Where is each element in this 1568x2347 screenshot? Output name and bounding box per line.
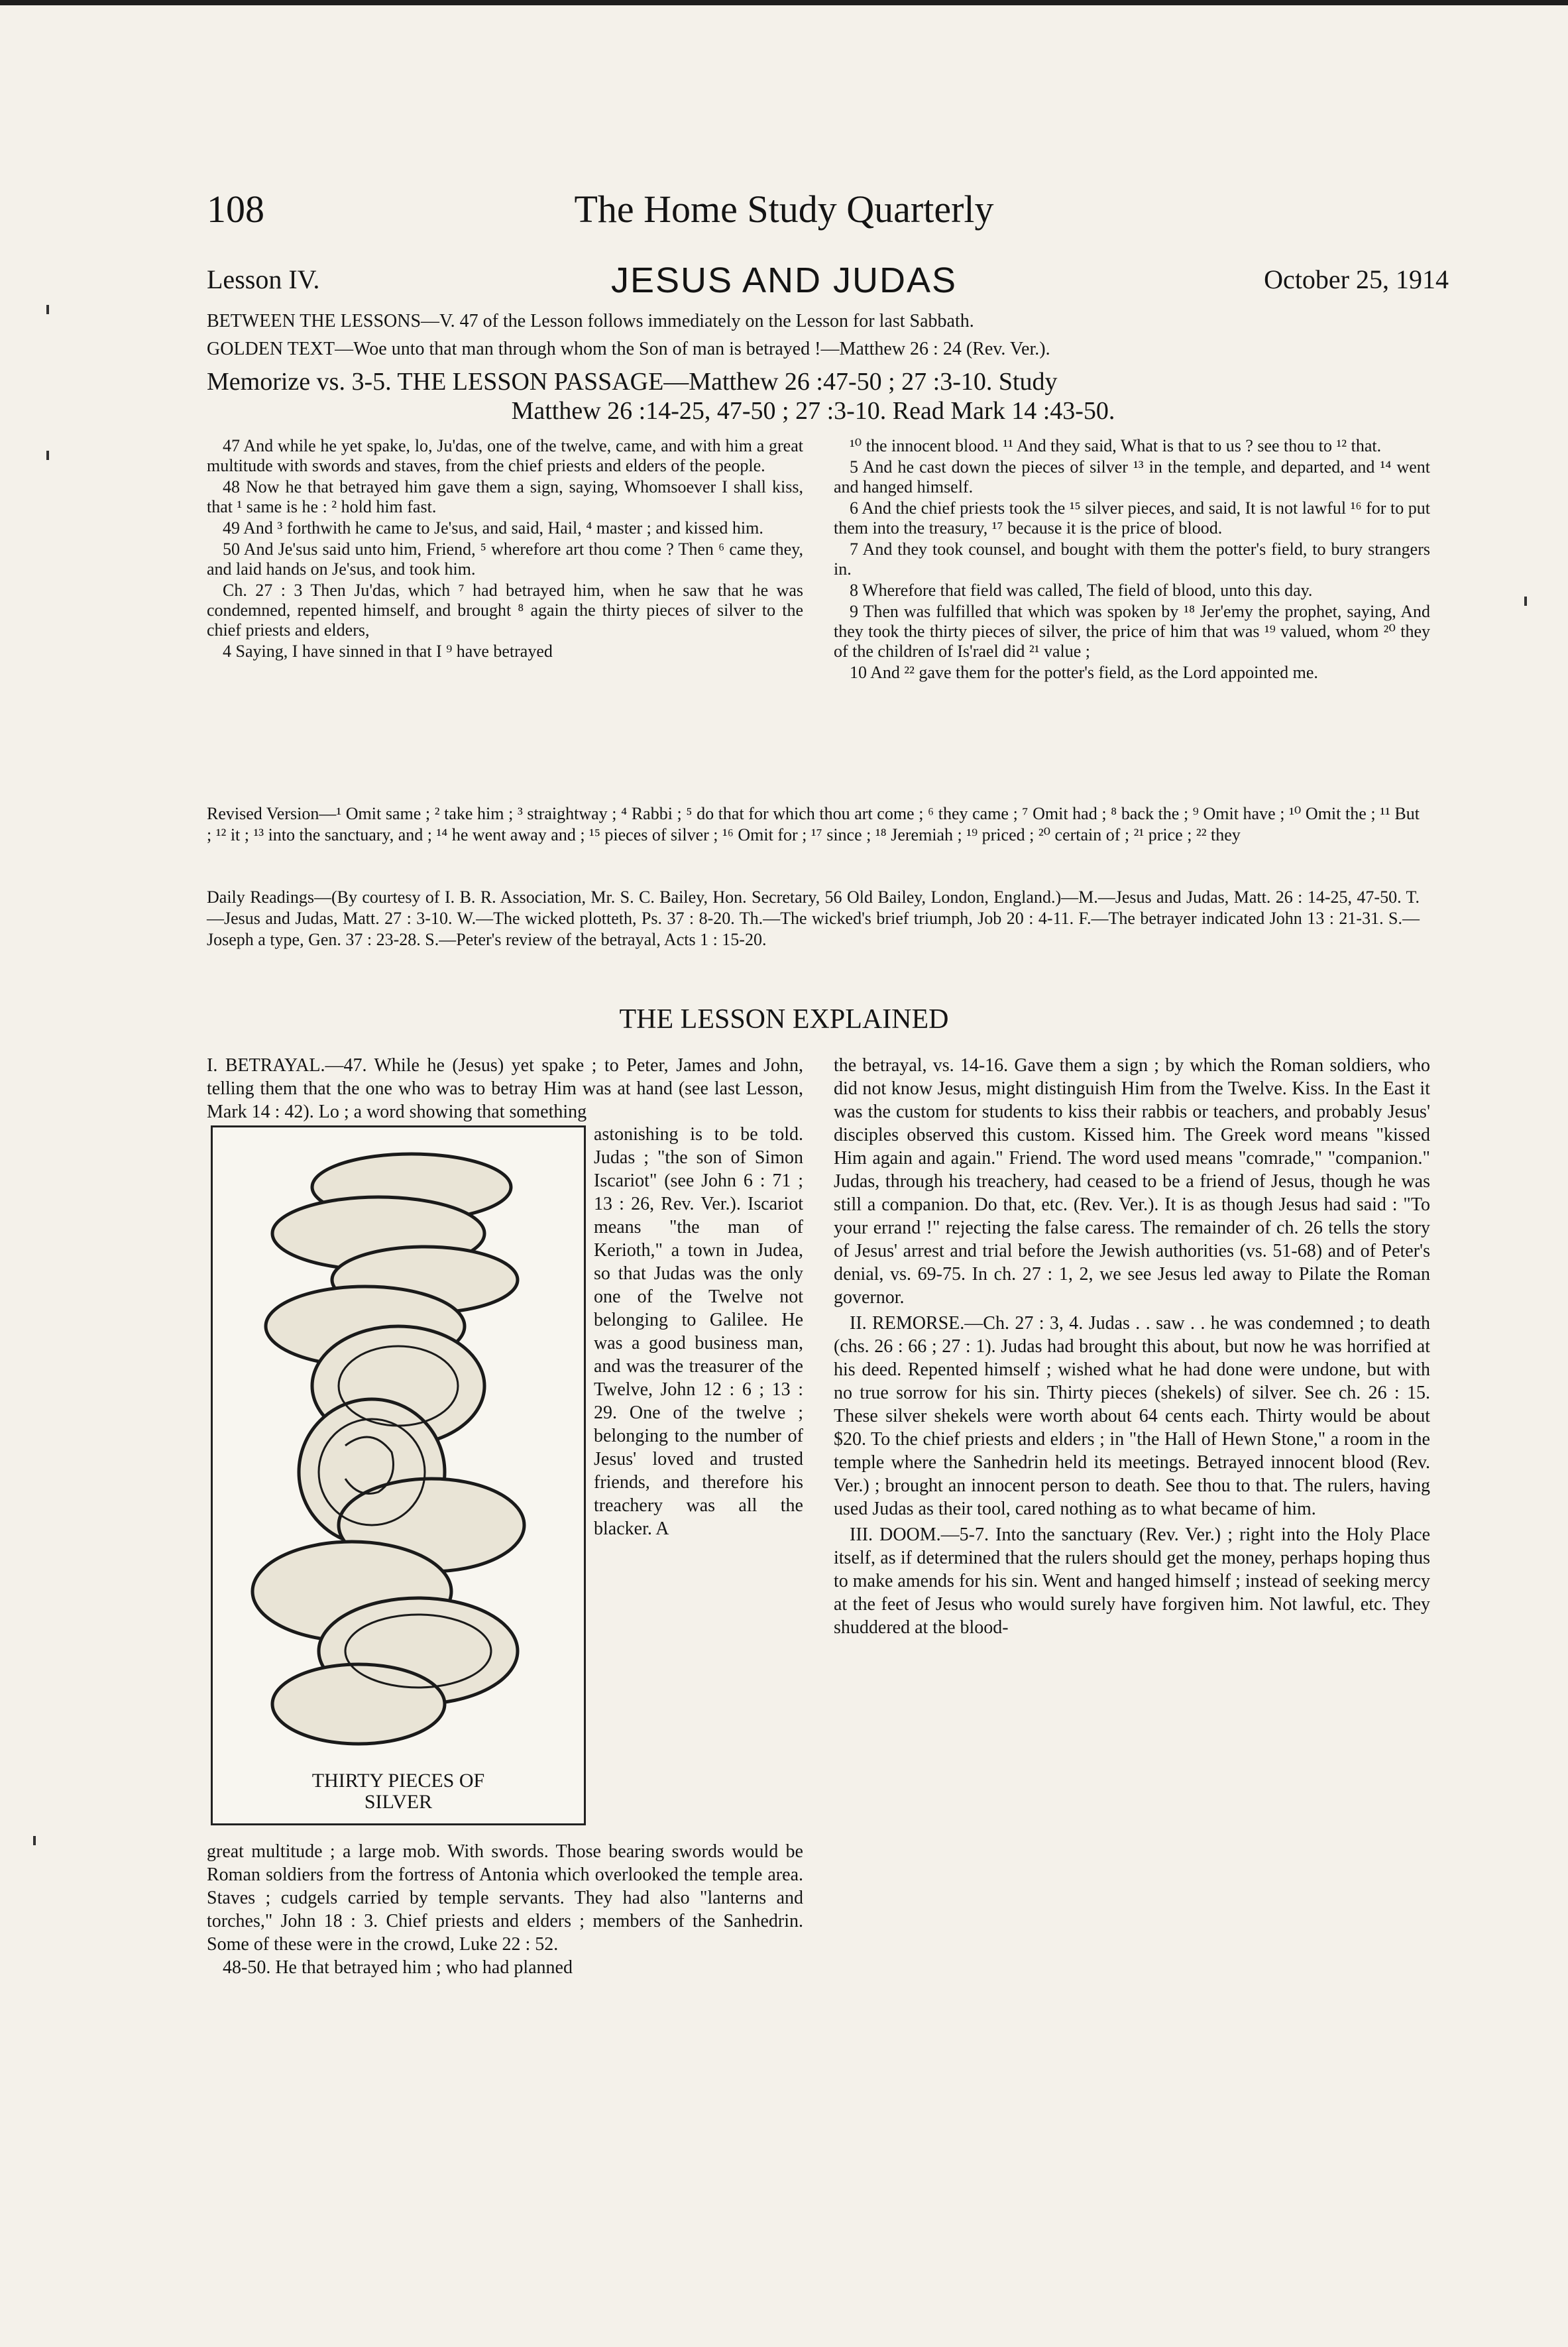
explained-left-top [207, 1054, 803, 1123]
figure-caption-line: SILVER [364, 1791, 433, 1813]
margin-mark [33, 1836, 36, 1845]
explained-left-bottom [207, 1840, 803, 1979]
top-edge-line [0, 0, 1568, 5]
explained-paragraph: 48-50. He that betrayed him ; who had planned [223, 1957, 573, 1978]
passage-verse: 9 Then was fulfilled that which was spoken by ¹⁸ Jer'emy the prophet, saying, And they took the thirty pieces of silver, the price of him that was ¹⁹ valued, whom ²⁰ they of the children of Is'rael did ²¹ value ; [834, 602, 1430, 661]
lesson-passage-left-column [207, 436, 803, 663]
daily-readings: Daily Readings—(By courtesy of I. B. R. Association, Mr. S. C. Bailey, Hon. Secretary, 56 Old Bailey, London, England.)—M.—Jesus and Judas, Matt. 26 : 14-25, 47-50. T.—Jesus and Judas, Matt. 27 : 3-10. W.—The wicked plotteth, Ps. 37 : 8-20. Th.—The wicked's brief triumph, Job 20 : 4-11. F.—The betrayer indicated John 13 : 21-31. S.—Joseph a type, Gen. 37 : 23-28. S.—Peter's review of the betrayal, Acts 1 : 15-20. [207, 887, 1420, 949]
revised-version-notes: Revised Version—¹ Omit same ; ² take him ; ³ straightway ; ⁴ Rabbi ; ⁵ do that for which thou art come ; ⁶ they came ; ⁷ Omit had ; ⁸ back the ; ⁹ Omit have ; ¹⁰ Omit the ; ¹¹ But ; ¹² it ; ¹³ into the sanctuary, and ; ¹⁴ he went away and ; ¹⁵ pieces of silver ; ¹⁶ Omit for ; ¹⁷ since ; ¹⁸ Jeremiah ; ¹⁹ priced ; ²⁰ certain of ; ²¹ price ; ²² they [207, 804, 1420, 844]
margin-mark [46, 305, 49, 314]
memorize-line: Memorize vs. 3-5. THE LESSON PASSAGE—Matthew 26 :47-50 ; 27 :3-10. Study [207, 368, 1058, 396]
lesson-number: Lesson IV. [207, 264, 320, 294]
explained-left-wrap [594, 1123, 803, 1540]
passage-verse: 50 And Je'sus said unto him, Friend, ⁵ wherefore art thou come ? Then ⁶ came they, and laid hands on Je'sus, and took him. [207, 540, 803, 579]
passage-verse: 5 And he cast down the pieces of silver ¹³ in the temple, and departed, and ¹⁴ went and hanged himself. [834, 457, 1430, 496]
section-heading: THE LESSON EXPLAINED [619, 1004, 949, 1035]
passage-verse: Ch. 27 : 3 Then Ju'das, which ⁷ had betrayed him, when he saw that he was condemned, repented himself, and brought ⁸ again the thirty pieces of silver to the chief priests and elders, [207, 581, 803, 640]
passage-verse: 6 And the chief priests took the ¹⁵ silver pieces, and said, It is not lawful ¹⁶ for to put them into the treasury, ¹⁷ because it is the price of blood. [834, 498, 1430, 538]
explained-paragraph: III. DOOM.—5-7. Into the sanctuary (Rev. Ver.) ; right into the Holy Place itself, as if determined that the rulers should get the money, perhaps hoping thus to make amends for his sin. Went and hanged himself ; instead of seeking mercy at the feet of Jesus who would surely have forgiven him. Not lawful, etc. They shuddered at the blood- [834, 1524, 1431, 1638]
lesson-passage-right-column [834, 436, 1430, 684]
margin-mark [1524, 597, 1527, 606]
explained-paragraph: astonishing is to be told. Judas ; "the son of Simon Iscariot" (see John 6 : 71 ; 13 : 26, Rev. Ver.). Iscariot means "the man of Kerioth," a town in Judea, so that Judas was the only one of the Twelve not belonging to Galilee. He was a good business man, and was the treasurer of the Twelve, John 12 : 6 ; 13 : 29. One of the twelve ; belonging to the number of Jesus' loved and trusted friends, and therefore his treachery was all the blacker. A [594, 1124, 803, 1539]
page-number: 108 [207, 188, 264, 231]
coin-illustration [211, 1125, 586, 1825]
golden-text: GOLDEN TEXT—Woe unto that man through whom the Son of man is betrayed !—Matthew 26 : 24 (Rev. Ver.). [207, 339, 1050, 359]
coins-drawing [213, 1127, 584, 1764]
figure-caption [213, 1770, 584, 1813]
study-line: Matthew 26 :14-25, 47-50 ; 27 :3-10. Read Mark 14 :43-50. [511, 397, 1115, 425]
passage-verse: 48 Now he that betrayed him gave them a sign, saying, Whomsoever I shall kiss, that ¹ same is he : ² hold him fast. [207, 477, 803, 516]
explained-paragraph: the betrayal, vs. 14-16. Gave them a sign ; by which the Roman soldiers, who did not know Jesus, might distinguish Him from the Twelve. Kiss. In the East it was the custom for students to kiss their rabbis or teachers, and probably Jesus' disciples observed this custom. Kissed him. The Greek word means "kissed Him again and again." Friend. The word used means "comrade," "companion." Judas, through his treachery, had ceased to be a friend of Jesus, though he was still a companion. Do that, etc. (Rev. Ver.). It is as though Jesus had said : "To your errand !" rejecting the false caress. The remainder of ch. 26 tells the story of Jesus' arrest and trial before the Jewish authorities (vs. 51-68) and of Peter's denial, vs. 69-75. In ch. 27 : 1, 2, we see Jesus led away to Pilate the Roman governor. [834, 1055, 1430, 1308]
explained-paragraph: I. BETRAYAL.—47. While he (Jesus) yet spake ; to Peter, James and John, telling them that the one who was to betray Him was at hand (see last Lesson, Mark 14 : 42). Lo ; a word showing that something [207, 1055, 803, 1122]
margin-mark [46, 451, 49, 460]
explained-right-column [834, 1054, 1430, 1639]
passage-verse: 4 Saying, I have sinned in that I ⁹ have betrayed [223, 642, 553, 661]
explained-paragraph: II. REMORSE.—Ch. 27 : 3, 4. Judas . . saw . . he was condemned ; to death (chs. 26 : 66 ; 27 : 1). Judas had brought this about, but now he was horrified at his deed. Repented himself ; wished what he had done were undone, but with no true sorrow for his sin. Thirty pieces (shekels) of silver. See ch. 26 : 15. These silver shekels were worth about 64 cents each. Thirty would be about $20. To the chief priests and elders ; in "the Hall of Hewn Stone," a room in the temple where the Sanhedrin held its meetings. Betrayed innocent blood (Rev. Ver.) ; brought an innocent person to death. See thou to that. The rulers, having used Judas as their tool, cared nothing as to what became of him. [834, 1313, 1430, 1519]
passage-verse: ¹⁰ the innocent blood. ¹¹ And they said, What is that to us ? see thou to ¹² that. [850, 436, 1382, 455]
explained-paragraph: great multitude ; a large mob. With swords. Those bearing swords would be Roman soldiers from the fortress of Antonia which overlooked the temple area. Staves ; cudgels carried by temple servants. They had also "lanterns and torches," John 18 : 3. Chief priests and elders ; members of the Sanhedrin. Some of these were in the crowd, Luke 22 : 52. [207, 1841, 803, 1955]
passage-verse: 7 And they took counsel, and bought with them the potter's field, to bury strangers in. [834, 540, 1430, 579]
running-title: The Home Study Quarterly [574, 188, 994, 231]
passage-verse: 49 And ³ forthwith he came to Je'sus, and said, Hail, ⁴ master ; and kissed him. [223, 518, 763, 538]
passage-verse: 47 And while he yet spake, lo, Ju'das, one of the twelve, came, and with him a great multitude with swords and staves, from the chief priests and elders of the people. [207, 436, 803, 475]
lesson-title: JESUS AND JUDAS [610, 260, 958, 300]
figure-caption-line: THIRTY PIECES OF [311, 1770, 485, 1792]
lesson-date: October 25, 1914 [1264, 264, 1449, 294]
passage-verse: 8 Wherefore that field was called, The field of blood, unto this day. [850, 581, 1313, 600]
passage-verse: 10 And ²² gave them for the potter's field, as the Lord appointed me. [850, 663, 1318, 682]
between-the-lessons: BETWEEN THE LESSONS—V. 47 of the Lesson follows immediately on the Lesson for last Sabbath. [207, 311, 974, 331]
